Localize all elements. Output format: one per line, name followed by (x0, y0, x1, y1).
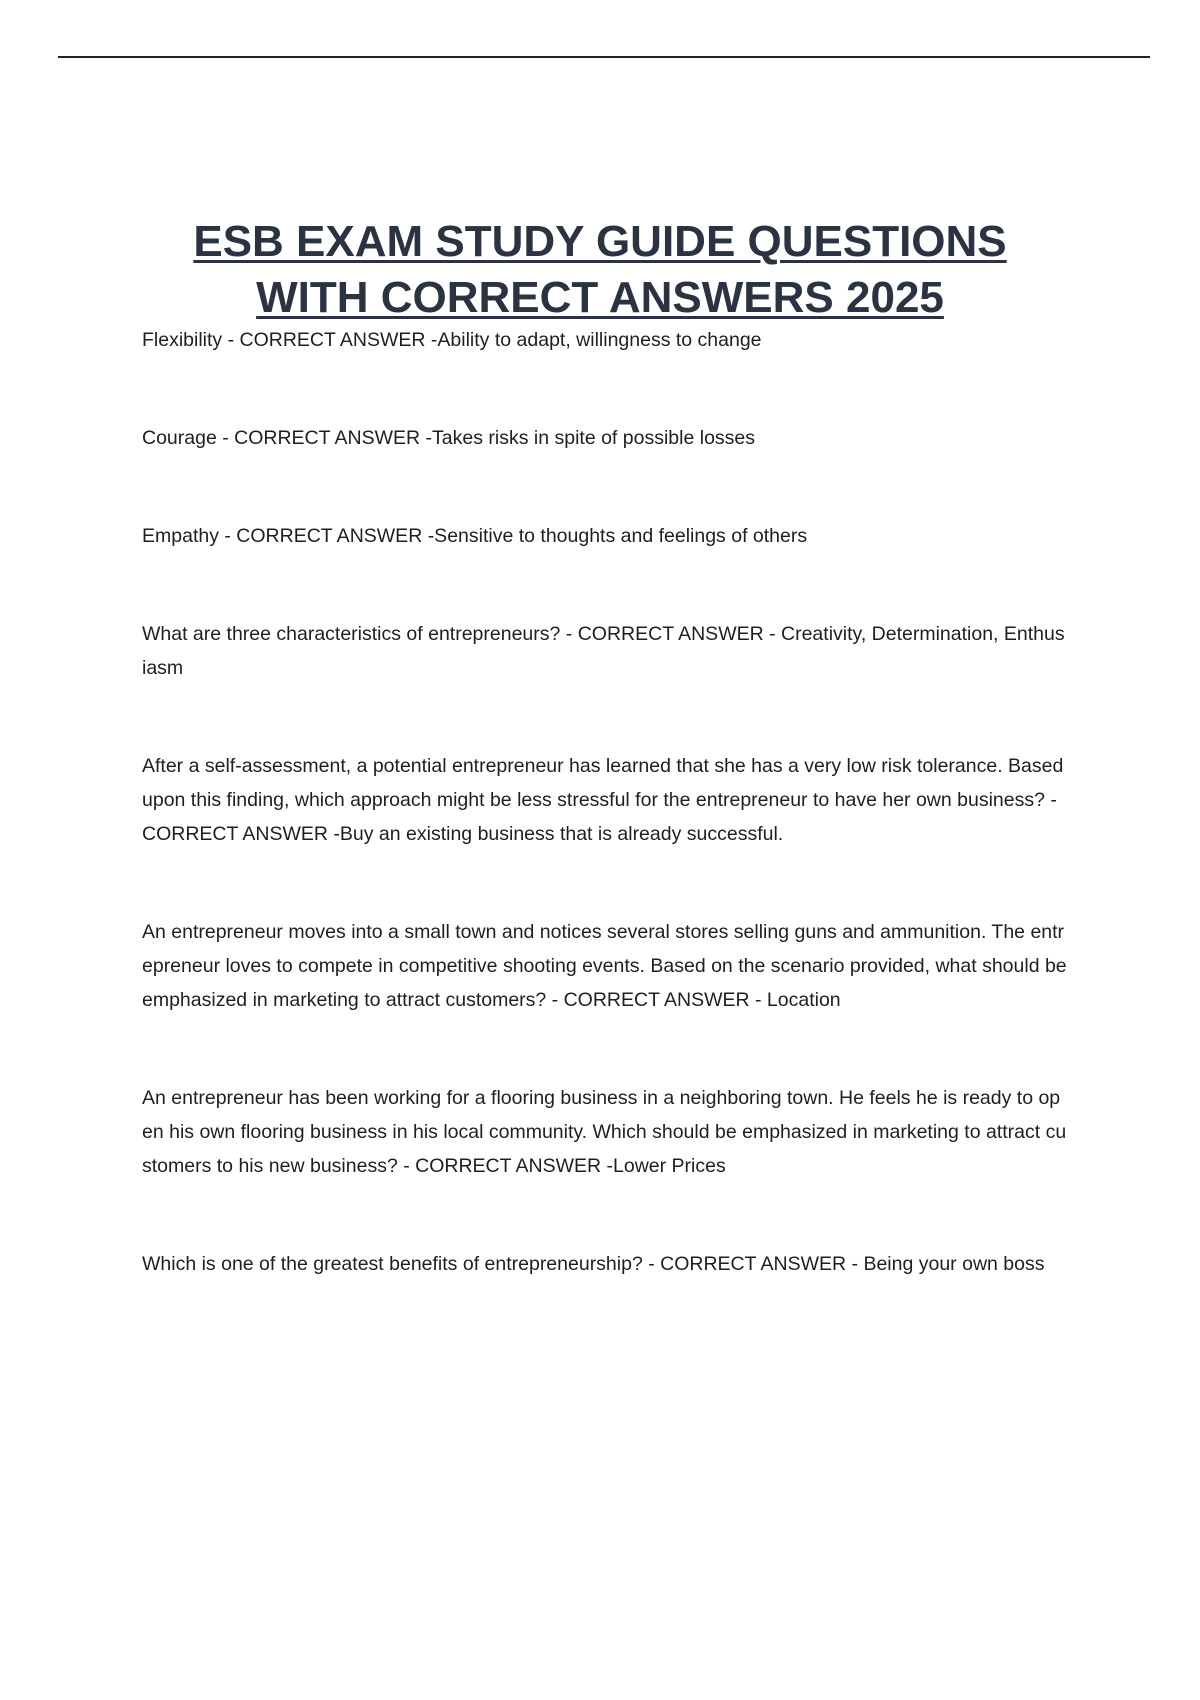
qa-item-small-town: An entrepreneur moves into a small town and notices several stores selling guns and ammunition. The entrepreneur loves to compete in competitive shooting events. Based on the scenario provided, what should be emphasized in marketing to attract customers? - CORRECT ANSWER - Location (142, 921, 1067, 1011)
qa-item-characteristics: What are three characteristics of entrepreneurs? - CORRECT ANSWER - Creativity, Determination, Enthusiasm (142, 623, 1065, 679)
top-divider (58, 56, 1150, 58)
question-answer-list (142, 323, 1068, 1345)
qa-item-benefits: Which is one of the greatest benefits of entrepreneurship? - CORRECT ANSWER - Being your own boss (142, 1253, 1045, 1275)
qa-item-flexibility: Flexibility - CORRECT ANSWER -Ability to adapt, willingness to change (142, 329, 762, 351)
qa-item-risk-tolerance: After a self-assessment, a potential entrepreneur has learned that she has a very low risk tolerance. Based upon this finding, which approach might be less stressful for the entrepreneur to have her own business? - CORRECT ANSWER -Buy an existing business that is already successful. (142, 755, 1064, 845)
document-title (0, 214, 1200, 326)
qa-item-courage: Courage - CORRECT ANSWER -Takes risks in spite of possible losses (142, 427, 756, 449)
qa-item-flooring-business: An entrepreneur has been working for a flooring business in a neighboring town. He feels he is ready to open his own flooring business in his local community. Which should be emphasized in marketing to attract customers to his new business? - CORRECT ANSWER -Lower Prices (142, 1087, 1067, 1177)
document-title-line-1: ESB EXAM STUDY GUIDE QUESTIONS (193, 217, 1007, 266)
qa-item-empathy: Empathy - CORRECT ANSWER -Sensitive to thoughts and feelings of others (142, 525, 808, 547)
document-title-line-2: WITH CORRECT ANSWERS 2025 (256, 273, 944, 322)
